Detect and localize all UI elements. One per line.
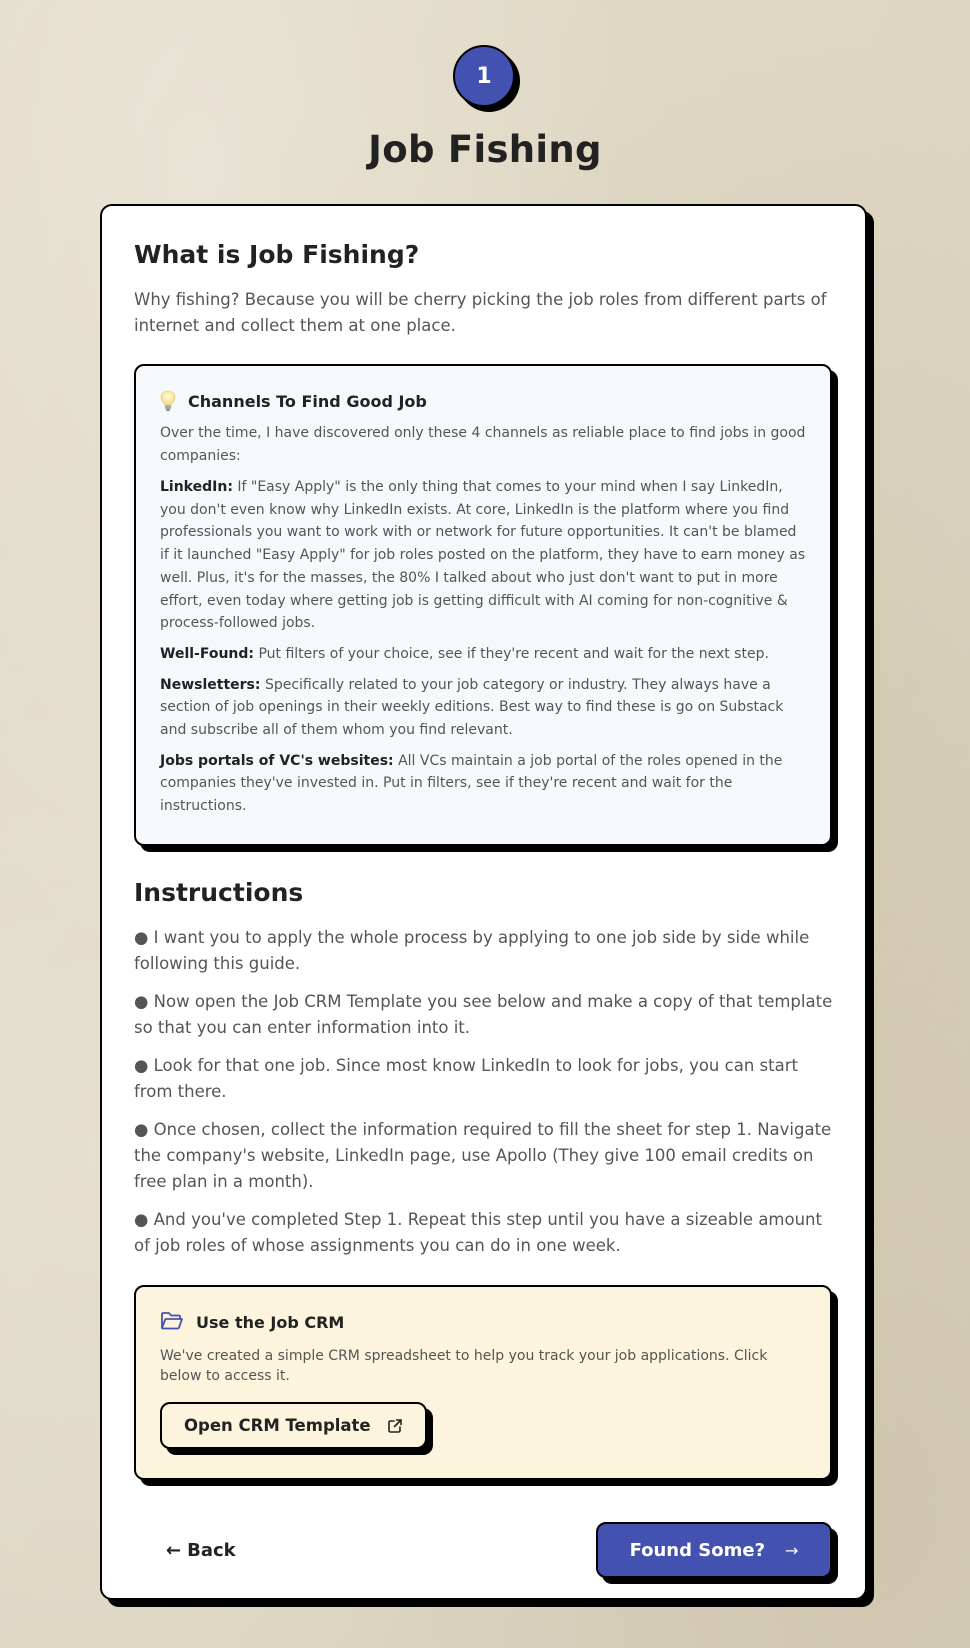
back-button[interactable] — [166, 1540, 236, 1561]
channel-item-wellfound — [160, 643, 806, 666]
channel-text: If "Easy Apply" is the only thing that comes to your mind when I say LinkedIn, you don't even know why LinkedIn exists. At core, LinkedIn is the platform where you find professionals you want to work with or network for future opportunities. It can't be blamed if it launched "Easy Apply" for job roles posted on the platform, they have to earn money as well. Plus, it's for the masses, the 80% I talked about who just don't want to put in more effort, even today where getting job is getting difficult with AI coming for non-cognitive & process-followed jobs. — [160, 479, 806, 632]
channel-text: All VCs maintain a job portal of the roles opened in the companies they've invested in. Put in filters, see if they're recent and wait for the instructions. — [160, 752, 783, 815]
arrow-right-icon: → — [785, 1540, 799, 1560]
channel-label: LinkedIn: — [160, 479, 233, 495]
instructions-title: Instructions — [134, 878, 304, 907]
channels-info-box — [134, 364, 832, 846]
back-label: Back — [187, 1539, 236, 1561]
channels-box-title: Channels To Find Good Job — [188, 391, 427, 411]
instruction-item: ● Look for that one job. Since most know LinkedIn to look for jobs, you can start from there. — [134, 1056, 798, 1101]
crm-box-title: Use the Job CRM — [196, 1312, 345, 1332]
channel-text: Specifically related to your job category or industry. They always have a section of job openings in their weekly editions. Best way to find these is go on Substack and subscribe all of them whom you find relevant. — [160, 676, 784, 739]
open-crm-template-button[interactable] — [160, 1402, 427, 1449]
channel-text: Put filters of your choice, see if they're recent and wait for the next step. — [254, 645, 769, 662]
instruction-item: ● I want you to apply the whole process by applying to one job side by side while following this guide. — [134, 928, 810, 973]
intro-text: Why fishing? Because you will be cherry picking the job roles from different parts of internet and collect them at one place. — [134, 290, 827, 335]
section-title-what-is: What is Job Fishing? — [134, 240, 420, 269]
external-link-icon — [387, 1418, 403, 1434]
found-some-label: Found Some? — [629, 1539, 766, 1561]
channel-label: Well-Found: — [160, 645, 255, 662]
step-number: 1 — [476, 63, 492, 89]
channels-box-header — [160, 390, 806, 412]
instruction-item: ● Once chosen, collect the information required to fill the sheet for step 1. Navigate the company's website, LinkedIn page, use Apollo (They give 100 email credits on free plan in a month). — [134, 1120, 832, 1191]
instruction-item: ● And you've completed Step 1. Repeat this step until you have a sizeable amount of job roles of whose assignments you can do in one week. — [134, 1210, 822, 1255]
arrow-left-icon: ← — [166, 1539, 182, 1561]
navigation-row — [134, 1522, 832, 1578]
channels-intro: Over the time, I have discovered only these 4 channels as reliable place to find jobs in good companies: — [160, 425, 806, 464]
channel-item-vc-portals — [160, 750, 806, 818]
instructions-list — [134, 925, 833, 1259]
folder-icon — [160, 1311, 184, 1333]
channel-item-linkedin — [160, 476, 806, 635]
step-number-badge — [453, 45, 515, 107]
channel-label: Jobs portals of VC's websites: — [160, 752, 394, 769]
crm-description: We've created a simple CRM spreadsheet to help you track your job applications. Click below to access it. — [160, 1348, 768, 1384]
open-crm-template-label: Open CRM Template — [184, 1416, 371, 1435]
crm-box-header — [160, 1311, 806, 1333]
channel-item-newsletters — [160, 674, 806, 742]
lightbulb-icon — [160, 390, 182, 412]
channel-label: Newsletters: — [160, 676, 261, 693]
instruction-item: ● Now open the Job CRM Template you see below and make a copy of that template so that you can enter information into it. — [134, 992, 833, 1037]
found-some-button[interactable] — [596, 1522, 832, 1578]
main-card — [100, 204, 867, 1600]
crm-box — [134, 1285, 832, 1480]
page-title: Job Fishing — [368, 128, 602, 171]
